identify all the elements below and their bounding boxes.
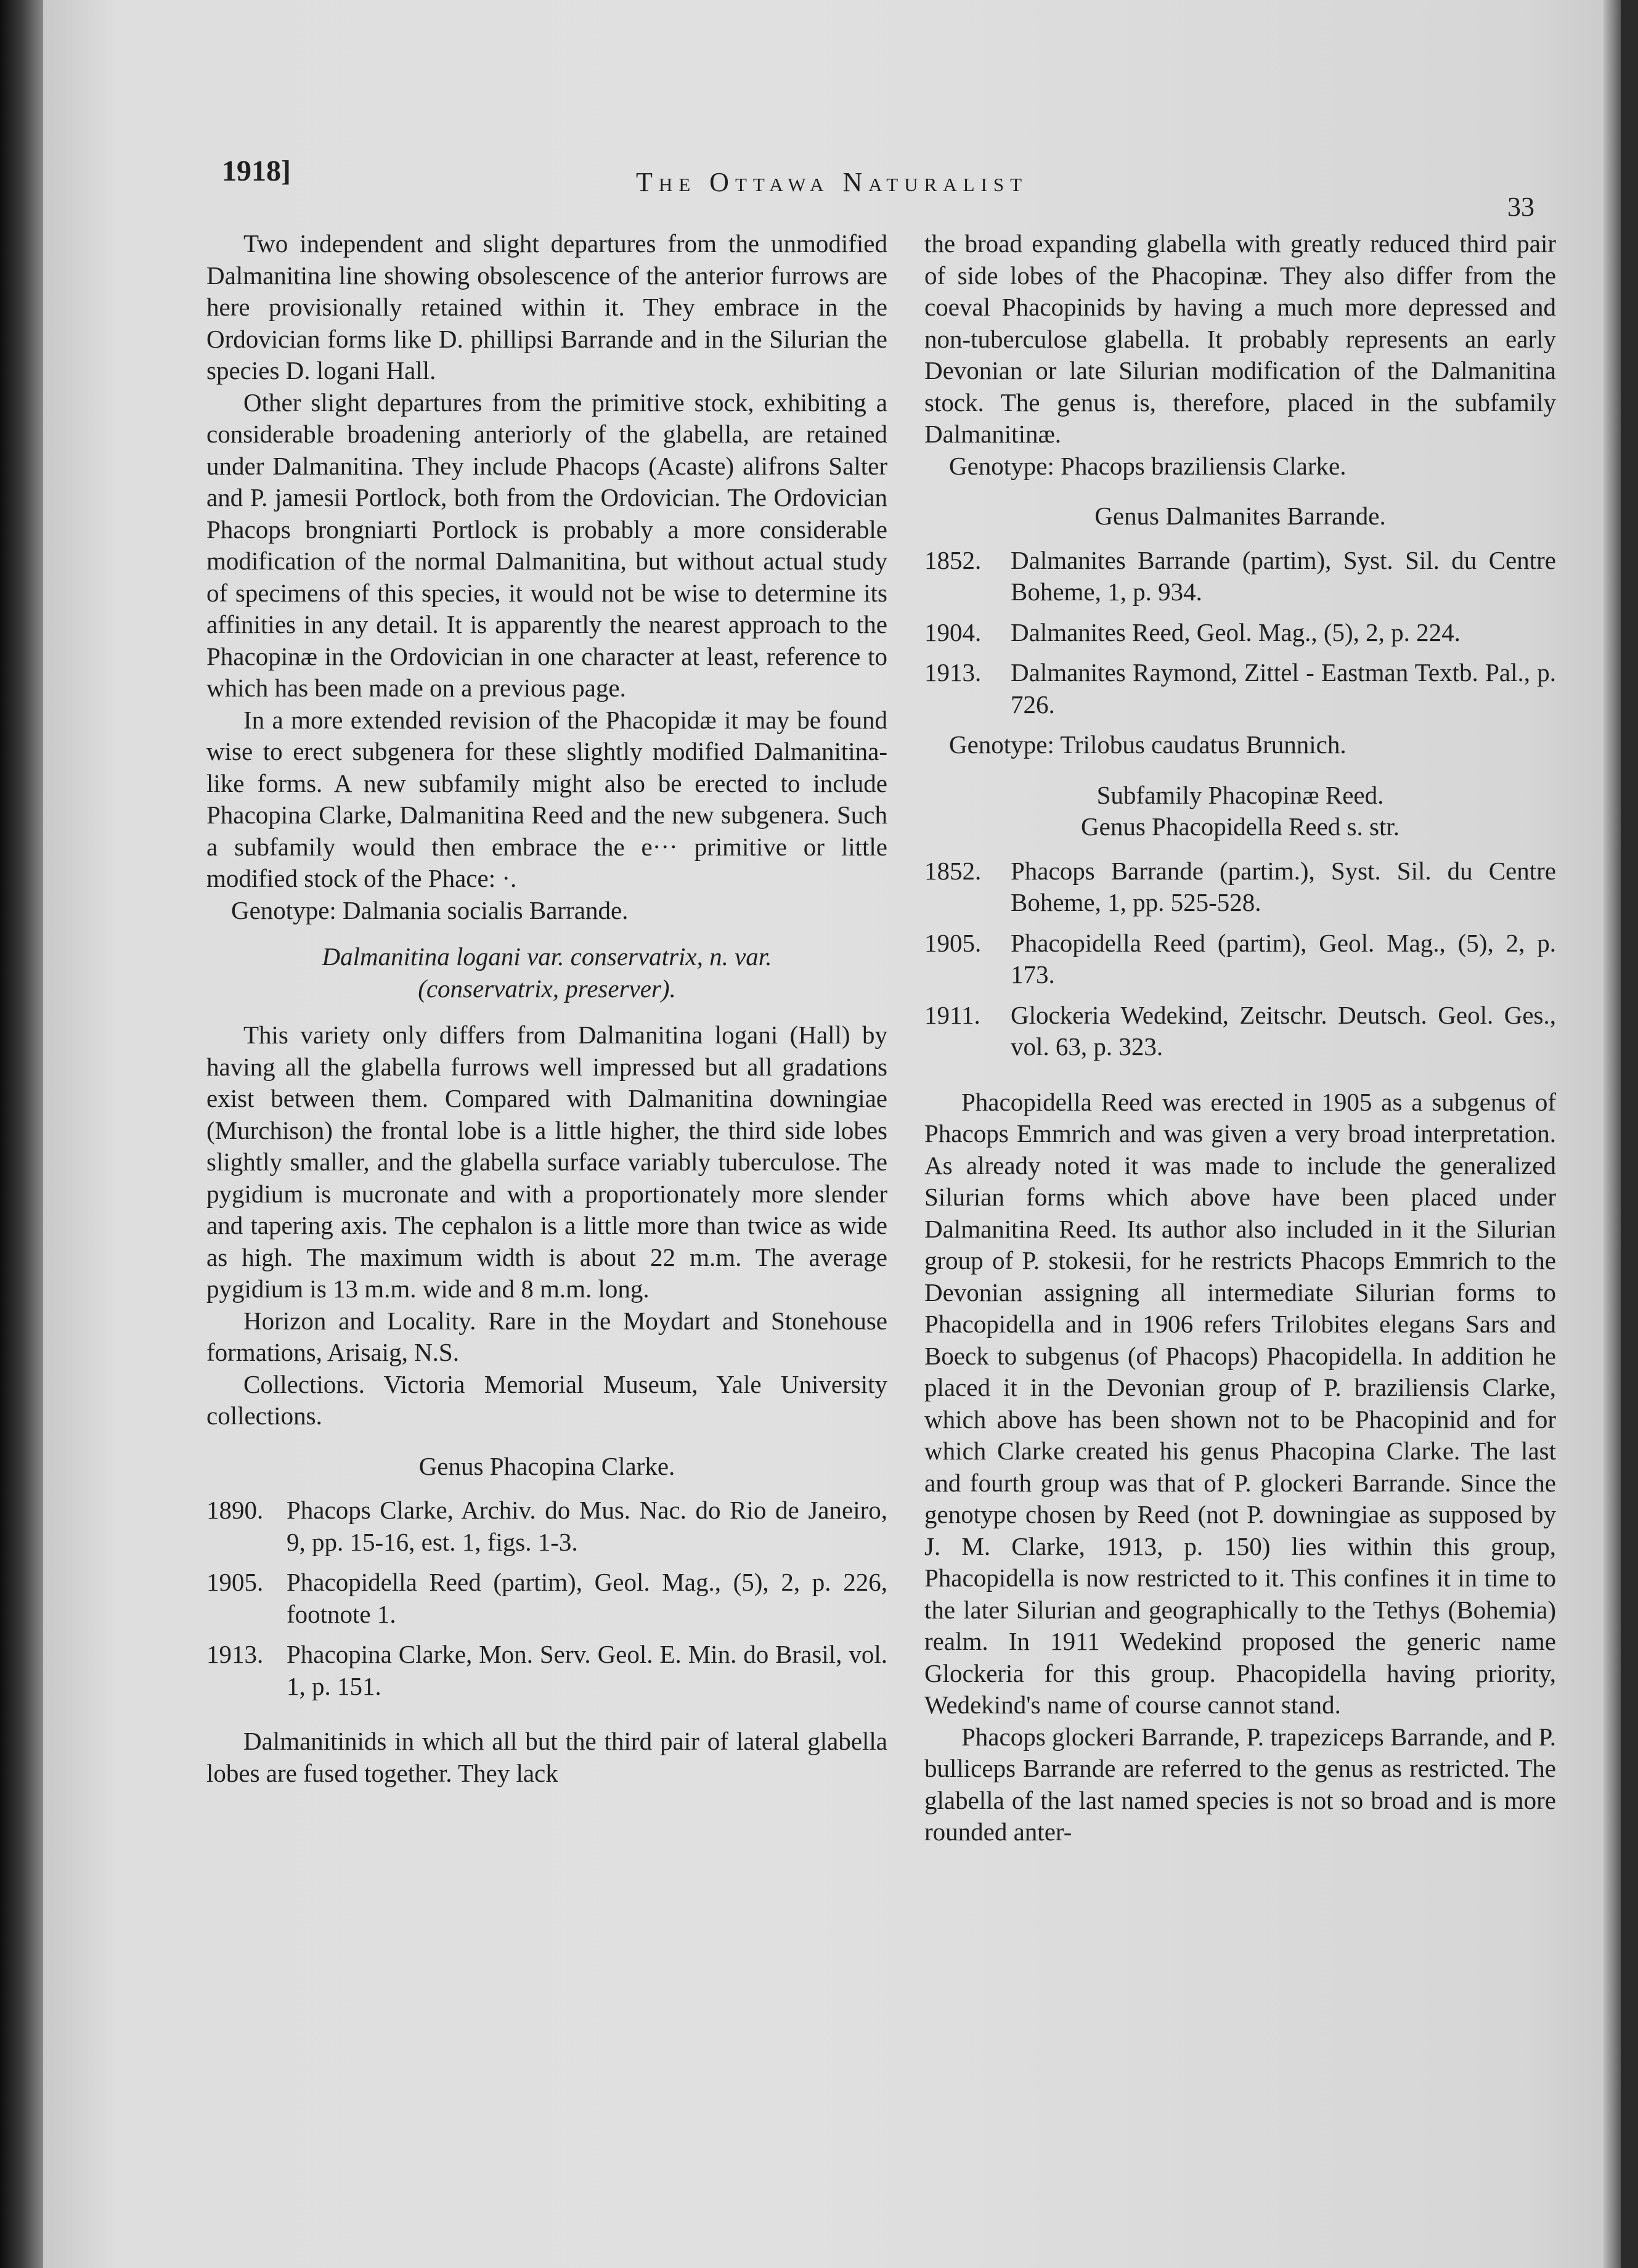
- paragraph: This variety only differs from Dalmanitina logani (Hall) by having all the glabella furrows well impressed but all gradations exist between them. Compared with Dalmanitina downingiae (Murchison) the frontal lobe is a little higher, the third side lobes slightly smaller, and the glabella surface variably tuberculose. The pygidium is mucronate and with a proportionately more slender and tapering axis. The cephalon is a little more than twice as wide as high. The maximum width is about 22 m.m. The average pygidium is 13 m.m. wide and 8 m.m. long.: [206, 1021, 887, 1303]
- synonym-text: Dalmanites Reed, Geol. Mag., (5), 2, p. 224.: [1011, 618, 1461, 647]
- synonym-year: 1852.: [924, 856, 982, 885]
- document-page: [43, 0, 1621, 2268]
- header-year: 1918]: [222, 155, 291, 187]
- synonym-entry: [924, 1000, 1556, 1063]
- synonym-year: 1905.: [924, 928, 982, 957]
- paragraph: Phacopidella Reed was erected in 1905 as a subgenus of Phacops Emmrich and was given a very broad interpretation. As already noted it was made to include the generalized Silurian forms which above have been placed under Dalmanitina Reed. Its author also included in it the Silurian group of P. stokesii, for he restricts Phacops Emmrich to the Devonian assigning all intermediate Silurian forms to Phacopidella and in 1906 refers Trilobites elegans Sars and Boeck to subgenus (of Phacops) Phacopidella. In addition he placed it in the Devonian group of P. braziliensis Clarke, which above has been shown not to be Phacopinid and for which Clarke created his genus Phacopina Clarke. The last and fourth group was that of P. glockeri Barrande. Since the genotype chosen by Reed (not P. downingiae as supposed by J. M. Clarke, 1913, p. 150) lies within this group, Phacopidella is now restricted to it. This confines it in time to the later Silurian and geographically to the Tethys (Bohemia) realm. In 1911 Wedekind proposed the generic name Glockeria for this group. Phacopidella having priority, Wedekind's name of course cannot stand.: [924, 1087, 1556, 1719]
- paragraph: Other slight departures from the primitive stock, exhibiting a considerable broadening anteriorly of the glabella, are retained under Dalmanitina. They include Phacops (Acaste) alifrons Salter and P. jamesii Portlock, both from the Ordovician. The Ordovician Phacops brongniarti Portlock is probably a more considerable modification of the normal Dalmanitina, but without actual study of specimens of this species, it would not be wise to determine its affinities in any detail. It is apparently the nearest approach to the Phacopinæ in the Ordovician in one character at least, reference to which has been made on a previous page.: [206, 388, 887, 702]
- synonym-entry: [206, 1567, 887, 1630]
- variety-subtitle: (conservatrix, preserver).: [418, 974, 676, 1003]
- synonym-text: Phacops Clarke, Archiv. do Mus. Nac. do Rio de Janeiro, 9, pp. 15-16, est. 1, figs. 1-3.: [287, 1496, 887, 1556]
- synonym-year: 1913.: [924, 658, 982, 687]
- synonym-entry: [924, 928, 1556, 991]
- running-header: [43, 154, 1621, 222]
- genus-heading: Genus Phacopina Clarke.: [418, 1451, 675, 1480]
- synonym-entry: [206, 1639, 887, 1702]
- paragraph: Dalmanitinids in which all but the third pair of lateral glabella lobes are fused together. They lack: [206, 1727, 887, 1787]
- genotype-line: Genotype: Dalmania socialis Barrande.: [231, 895, 629, 924]
- synonym-text: Dalmanites Raymond, Zittel - Eastman Textb. Pal., p. 726.: [1011, 658, 1556, 719]
- genus-heading: Genus Dalmanites Barrande.: [1094, 502, 1386, 530]
- synonym-entry: [924, 617, 1556, 649]
- page-number: 33: [1507, 192, 1534, 222]
- book-spine-shadow: [0, 0, 43, 2268]
- paragraph: Two independent and slight departures from the unmodified Dalmanitina line showing obsolescence of the anterior furrows are here provisionally retained within it. They embrace in the Ordovician forms like D. phillipsi Barrande and in the Silurian the species D. logani Hall.: [206, 229, 887, 385]
- variety-title: Dalmanitina logani var. conservatrix, n. var.: [322, 942, 772, 971]
- genus-heading: Genus Phacopidella Reed s. str.: [1081, 812, 1400, 841]
- synonym-year: 1852.: [924, 545, 982, 574]
- synonym-year: 1911.: [924, 1000, 980, 1029]
- synonym-year: 1904.: [924, 618, 982, 647]
- synonym-text: Phacopidella Reed (partim), Geol. Mag., (5), 2, p. 226, footnote 1.: [287, 1568, 887, 1628]
- left-column: [206, 228, 887, 1789]
- synonym-entry: [924, 855, 1556, 919]
- paragraph: Phacops glockeri Barrande, P. trapeziceps Barrande, and P. bulliceps Barrande are referred to the genus as restricted. The glabella of the last named species is not so broad and is more rounded anter-: [924, 1722, 1556, 1846]
- genotype-line: Genotype: Phacops braziliensis Clarke.: [949, 451, 1347, 480]
- page-edge-shadow: [1603, 0, 1621, 2268]
- synonym-text: Phacopidella Reed (partim), Geol. Mag., (5), 2, p. 173.: [1011, 928, 1556, 989]
- synonym-entry: [924, 657, 1556, 720]
- paragraph: the broad expanding glabella with greatly reduced third pair of side lobes of the Phacopinæ. They also differ from the coeval Phacopinids by having a much more depressed and non-tuberculose glabella. It probably represents an early Devonian or late Silurian modification of the Dalmanitina stock. The genus is, therefore, placed in the subfamily Dalmanitinæ.: [924, 229, 1556, 448]
- subfamily-heading: Subfamily Phacopinæ Reed.: [1096, 780, 1384, 809]
- journal-title: The Ottawa Naturalist: [635, 167, 1029, 197]
- synonym-entry: [924, 545, 1556, 608]
- horizon-locality: Horizon and Locality. Rare in the Moydart and Stonehouse formations, Arisaig, N.S.: [206, 1306, 887, 1366]
- paragraph: In a more extended revision of the Phacopidæ it may be found wise to erect subgenera for these slightly modified Dalmanitina-like forms. A new subfamily might also be erected to include Phacopina Clarke, Dalmanitina Reed and the new subgenera. Such a subfamily would then embrace the e··· primitive or little modified stock of the Phace: ·.: [206, 705, 887, 892]
- synonym-text: Glockeria Wedekind, Zeitschr. Deutsch. Geol. Ges., vol. 63, p. 323.: [1011, 1000, 1556, 1061]
- collections: Collections. Victoria Memorial Museum, Yale University collections.: [206, 1369, 887, 1430]
- synonym-entry: [206, 1495, 887, 1558]
- synonym-text: Dalmanites Barrande (partim), Syst. Sil. du Centre Boheme, 1, p. 934.: [1011, 545, 1556, 606]
- synonym-text: Phacopina Clarke, Mon. Serv. Geol. E. Min. do Brasil, vol. 1, p. 151.: [287, 1640, 887, 1700]
- genotype-line: Genotype: Trilobus caudatus Brunnich.: [949, 730, 1347, 759]
- synonym-year: 1905.: [206, 1568, 264, 1596]
- synonym-year: 1913.: [206, 1640, 264, 1668]
- right-column: [924, 228, 1556, 1848]
- synonym-text: Phacops Barrande (partim.), Syst. Sil. du Centre Boheme, 1, pp. 525-528.: [1011, 856, 1556, 916]
- synonym-year: 1890.: [206, 1496, 264, 1524]
